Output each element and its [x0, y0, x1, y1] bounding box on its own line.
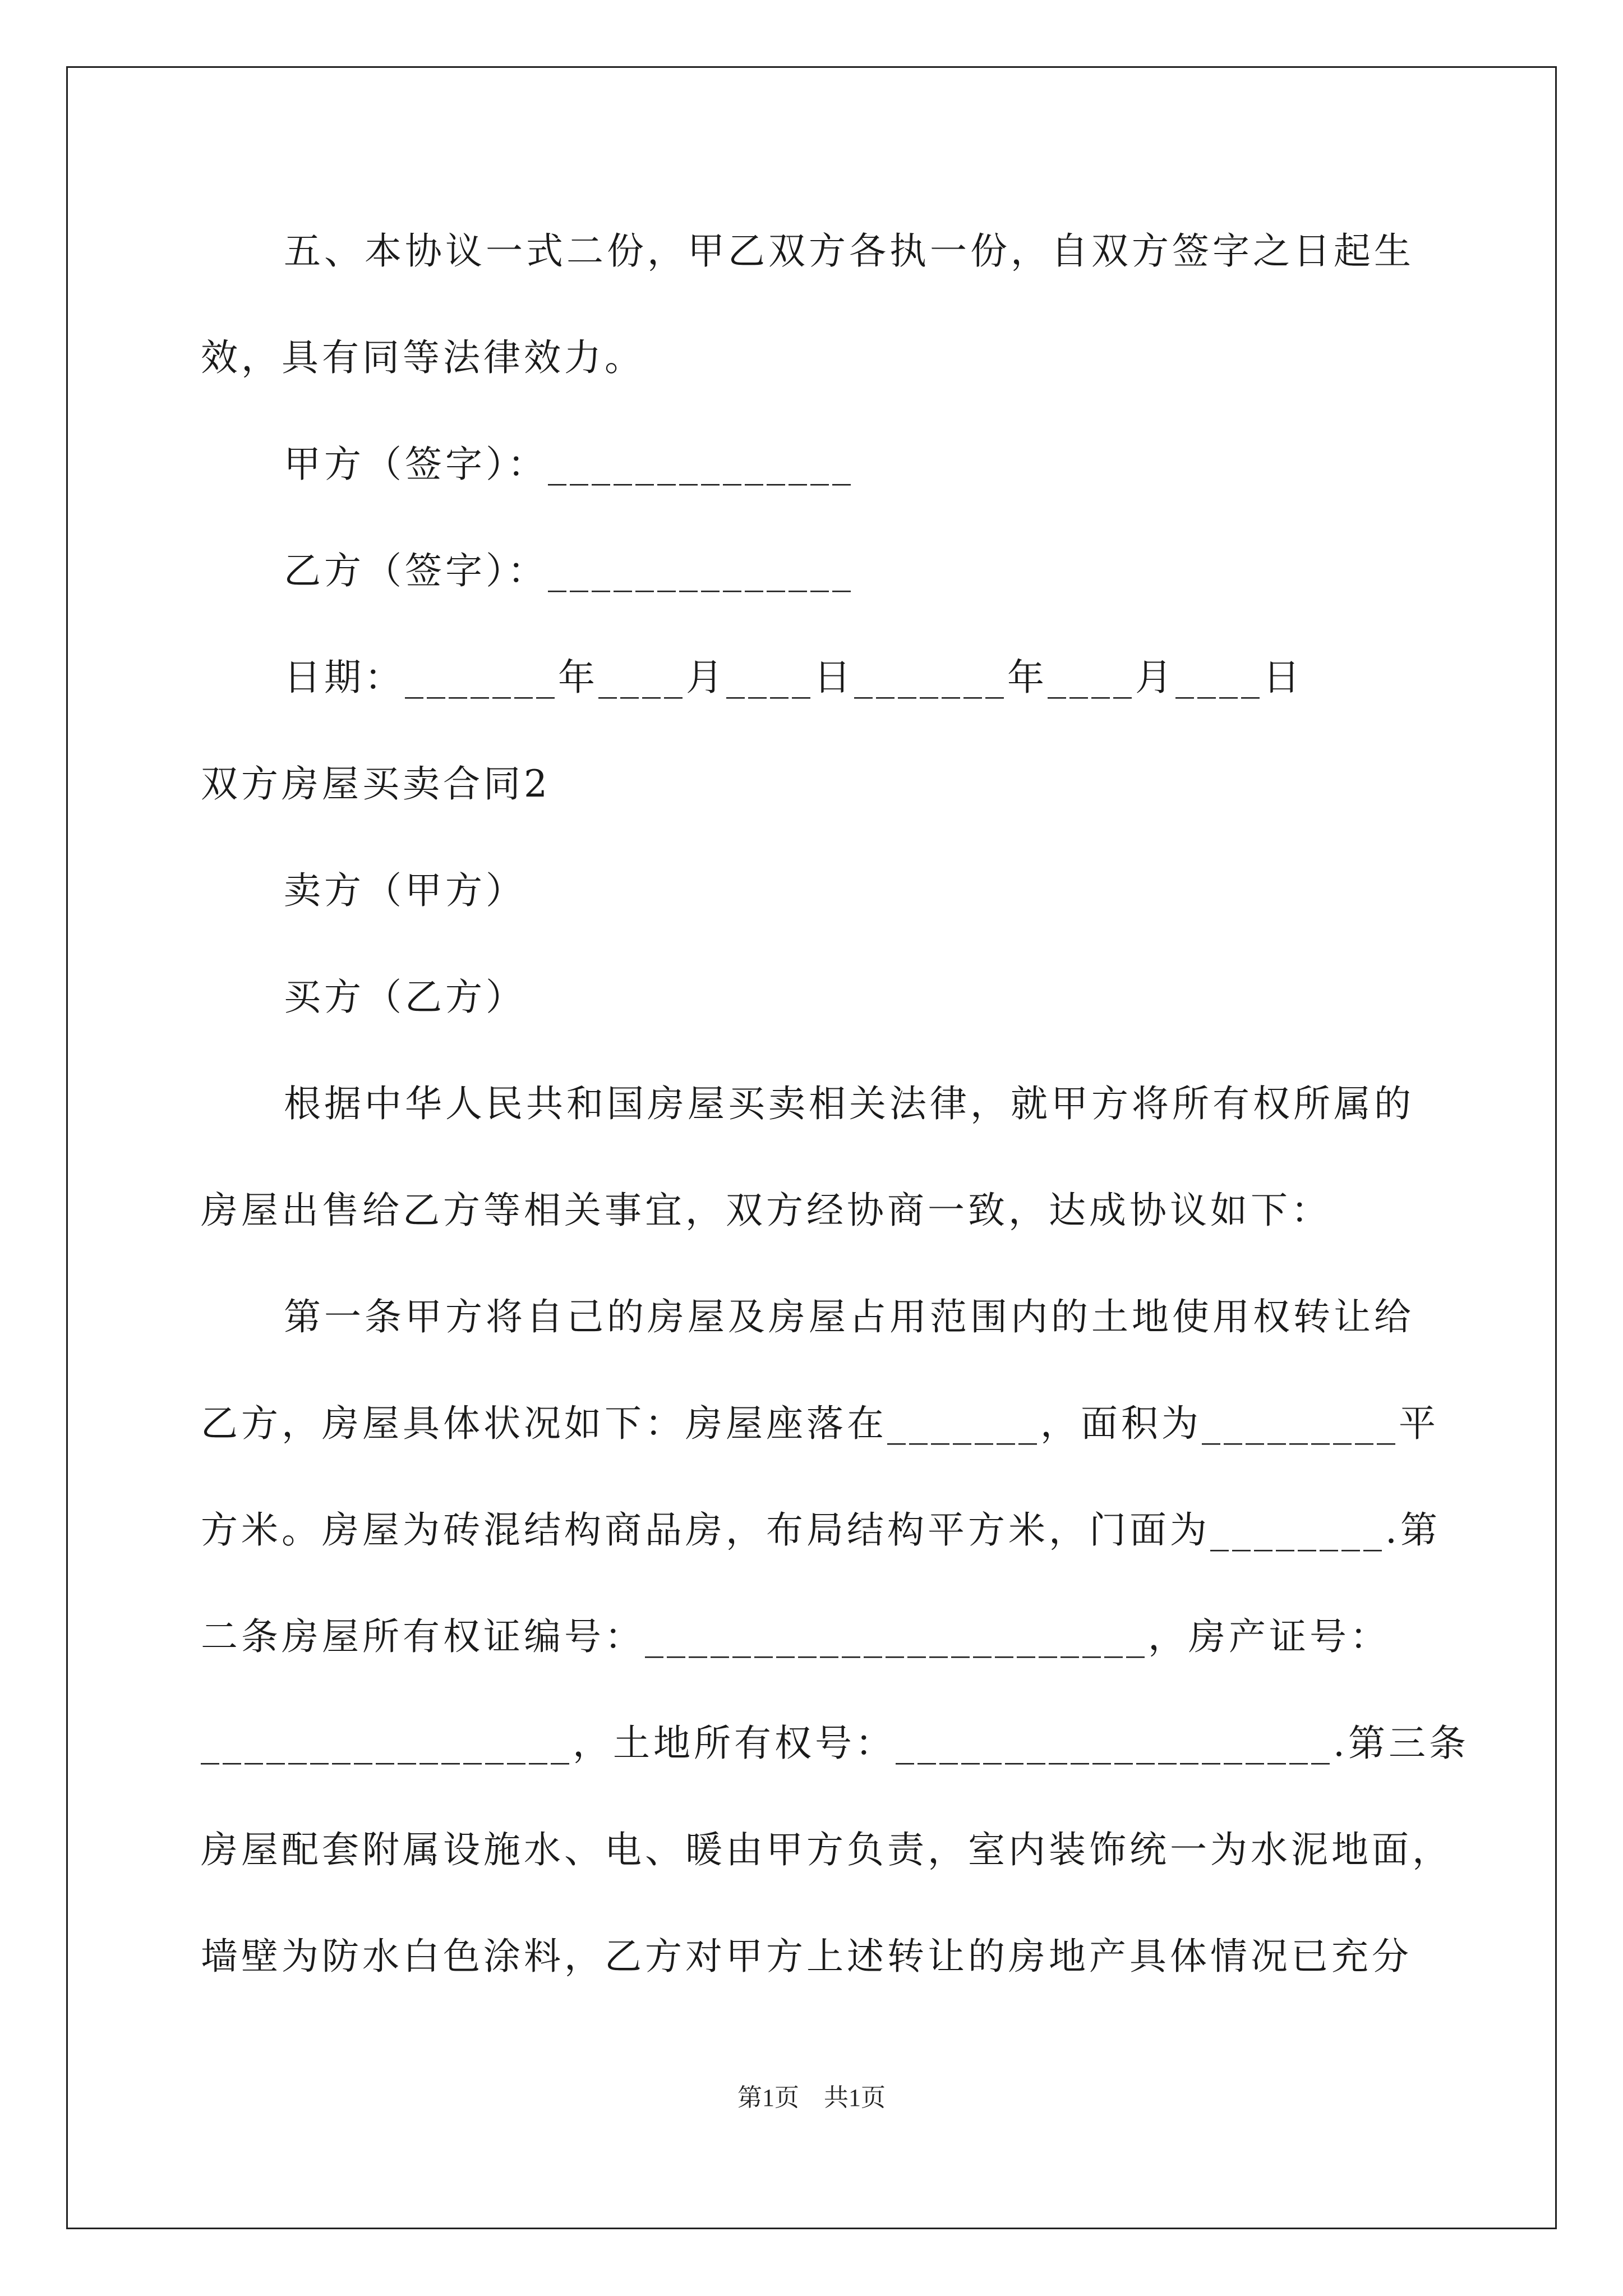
seller-line: 卖方（甲方） — [284, 869, 526, 912]
article-1-line-1: 第一条甲方将自己的房屋及房屋占用范围内的土地使用权转让给 — [284, 1295, 1414, 1338]
article-3-line-2: 墙壁为防水白色涂料，乙方对甲方上述转让的房地产具体情况已充分 — [201, 1935, 1412, 1978]
buyer-line: 买方（乙方） — [284, 976, 526, 1019]
article-3-line-1: 房屋配套附属设施水、电、暖由甲方负责，室内装饰统一为水泥地面， — [201, 1828, 1453, 1871]
preamble-line-1: 根据中华人民共和国房屋买卖相关法律，就甲方将所有权所属的 — [284, 1082, 1414, 1125]
page-footer: 第1页 共1页 — [737, 2084, 886, 2111]
preamble-line-2: 房屋出售给乙方等相关事宜，双方经协商一致，达成协议如下： — [201, 1189, 1331, 1232]
party-b-signature-line: 乙方（签字）：______________ — [284, 549, 854, 592]
date-line: 日期：_______年____月____日_______年____月____日 — [284, 656, 1303, 699]
article-2-line-2: _________________，土地所有权号：____________________.第三条 — [201, 1722, 1469, 1765]
article-2-line-1: 二条房屋所有权证编号：_______________________，房产证号： — [201, 1615, 1390, 1658]
clause-5-line-1: 五、本协议一式二份，甲乙双方各执一份，自双方签字之日起生 — [284, 229, 1414, 273]
article-1-line-3: 方米。房屋为砖混结构商品房，布局结构平方米，门面为________.第 — [201, 1508, 1441, 1552]
article-1-line-2: 乙方，房屋具体状况如下：房屋座落在_______，面积为_________平 — [201, 1402, 1439, 1445]
party-a-signature-line: 甲方（签字）：______________ — [284, 443, 854, 486]
clause-5-line-2: 效，具有同等法律效力。 — [201, 336, 645, 379]
contract-title: 双方房屋买卖合同2 — [201, 762, 551, 806]
